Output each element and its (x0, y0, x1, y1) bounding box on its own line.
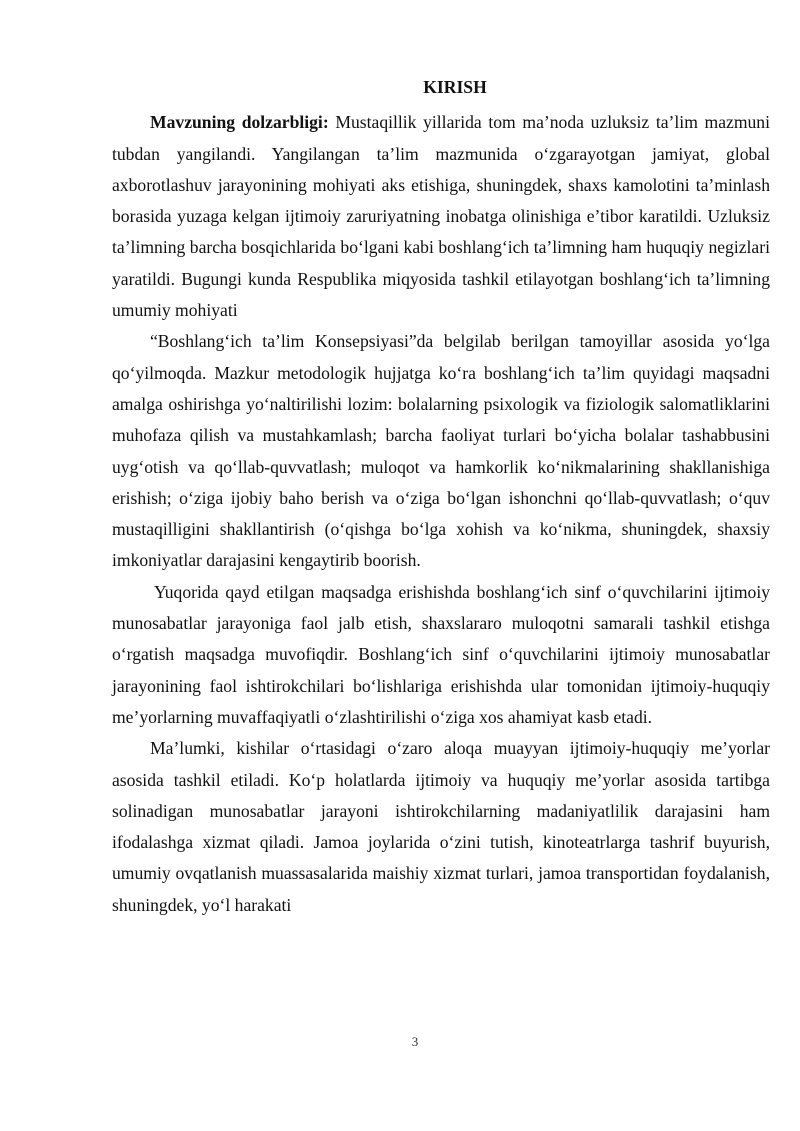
paragraph-text: Mustaqillik yillarida tom ma’noda uzluksiz ta’lim mazmuni tubdan yangilandi. Yangilangan ta’lim mazmunida o‘zgarayotgan jamiyat, global axborotlashuv jarayonining mohiyati aks etishiga, shuningdek, shaxs kamolotini ta’minlash borasida yuzaga kelgan ijtimoiy zaruriyatning inobatga olinishiga e’tibor karatildi. Uzluksiz ta’limning barcha bosqichlarida bo‘lgani kabi boshlang‘ich ta’limning ham huquqiy negizlari yaratildi. Bugungi kunda Respublika miqyosida tashkil etilayotgan boshlang‘ich ta’limning umumiy mohiyati (112, 112, 770, 321)
paragraph-relevance (112, 107, 770, 326)
paragraph-norms: Ma’lumki, kishilar o‘rtasidagi o‘zaro aloqa muayyan ijtimoiy-huquqiy me’yorlar asosida tashkil etiladi. Ko‘p holatlarda ijtimoiy va huquqiy me’yorlar asosida tartibga solinadigan munosabatlar jarayoni ishtirokchilarning madaniyatlilik darajasini ham ifodalashga xizmat qiladi. Jamoa joylarida o‘zini tutish, kinoteatrlarga tashrif buyurish, umumiy ovqatlanish muassasalarida maishiy xizmat turlari, jamoa transportidan foydalanish, shuningdek, yo‘l harakati (112, 738, 770, 915)
paragraph-goals: Yuqorida qayd etilgan maqsadga erishishda boshlang‘ich sinf o‘quvchilarini ijtimoiy munosabatlar jarayoniga faol jalb etish, shaxslararo muloqotni samarali tashkil etishga o‘rgatish maqsadga muvofiqdir. Boshlang‘ich sinf o‘quvchilarini ijtimoiy munosabatlar jarayonining faol ishtirokchilari bo‘lishlariga erishishda ular tomonidan ijtimoiy-huquqiy me’yorlarning muvaffaqiyatli o‘zlashtirilishi o‘ziga xos ahamiyat kasb etadi. (112, 581, 770, 727)
paragraph-concept: “Boshlang‘ich ta’lim Konsepsiyasi”da belgilab berilgan tamoyillar asosida yo‘lga qo‘yilmoqda. Mazkur metodologik hujjatga ko‘ra boshlang‘ich ta’lim quyidagi maqsadni amalga oshirishga yo‘naltirilishi lozim: bolalarning psixologik va fiziologik salomatliklarini muhofaza qilish va mustahkamlash; barcha faoliyat turlari bo‘yicha bolalar tashabbusini uyg‘otish va qo‘llab-quvvatlash; muloqot va hamkorlik ko‘nikmalarining shakllanishiga erishish; o‘ziga ijobiy baho berish va o‘ziga bo‘lgan ishonchni qo‘llab-quvvatlash; o‘quv mustaqilligini shakllantirish (o‘qishga bo‘lga xohish va ko‘nikma, shuningdek, shaxsiy imkoniyatlar darajasini kengaytirib boorish. (112, 331, 770, 571)
document-page (112, 72, 770, 921)
page-number: 3 (411, 1034, 419, 1049)
document-title: KIRISH (423, 77, 487, 97)
paragraph-lead-heading: Mavzuning dolzarbligi: (150, 112, 329, 133)
